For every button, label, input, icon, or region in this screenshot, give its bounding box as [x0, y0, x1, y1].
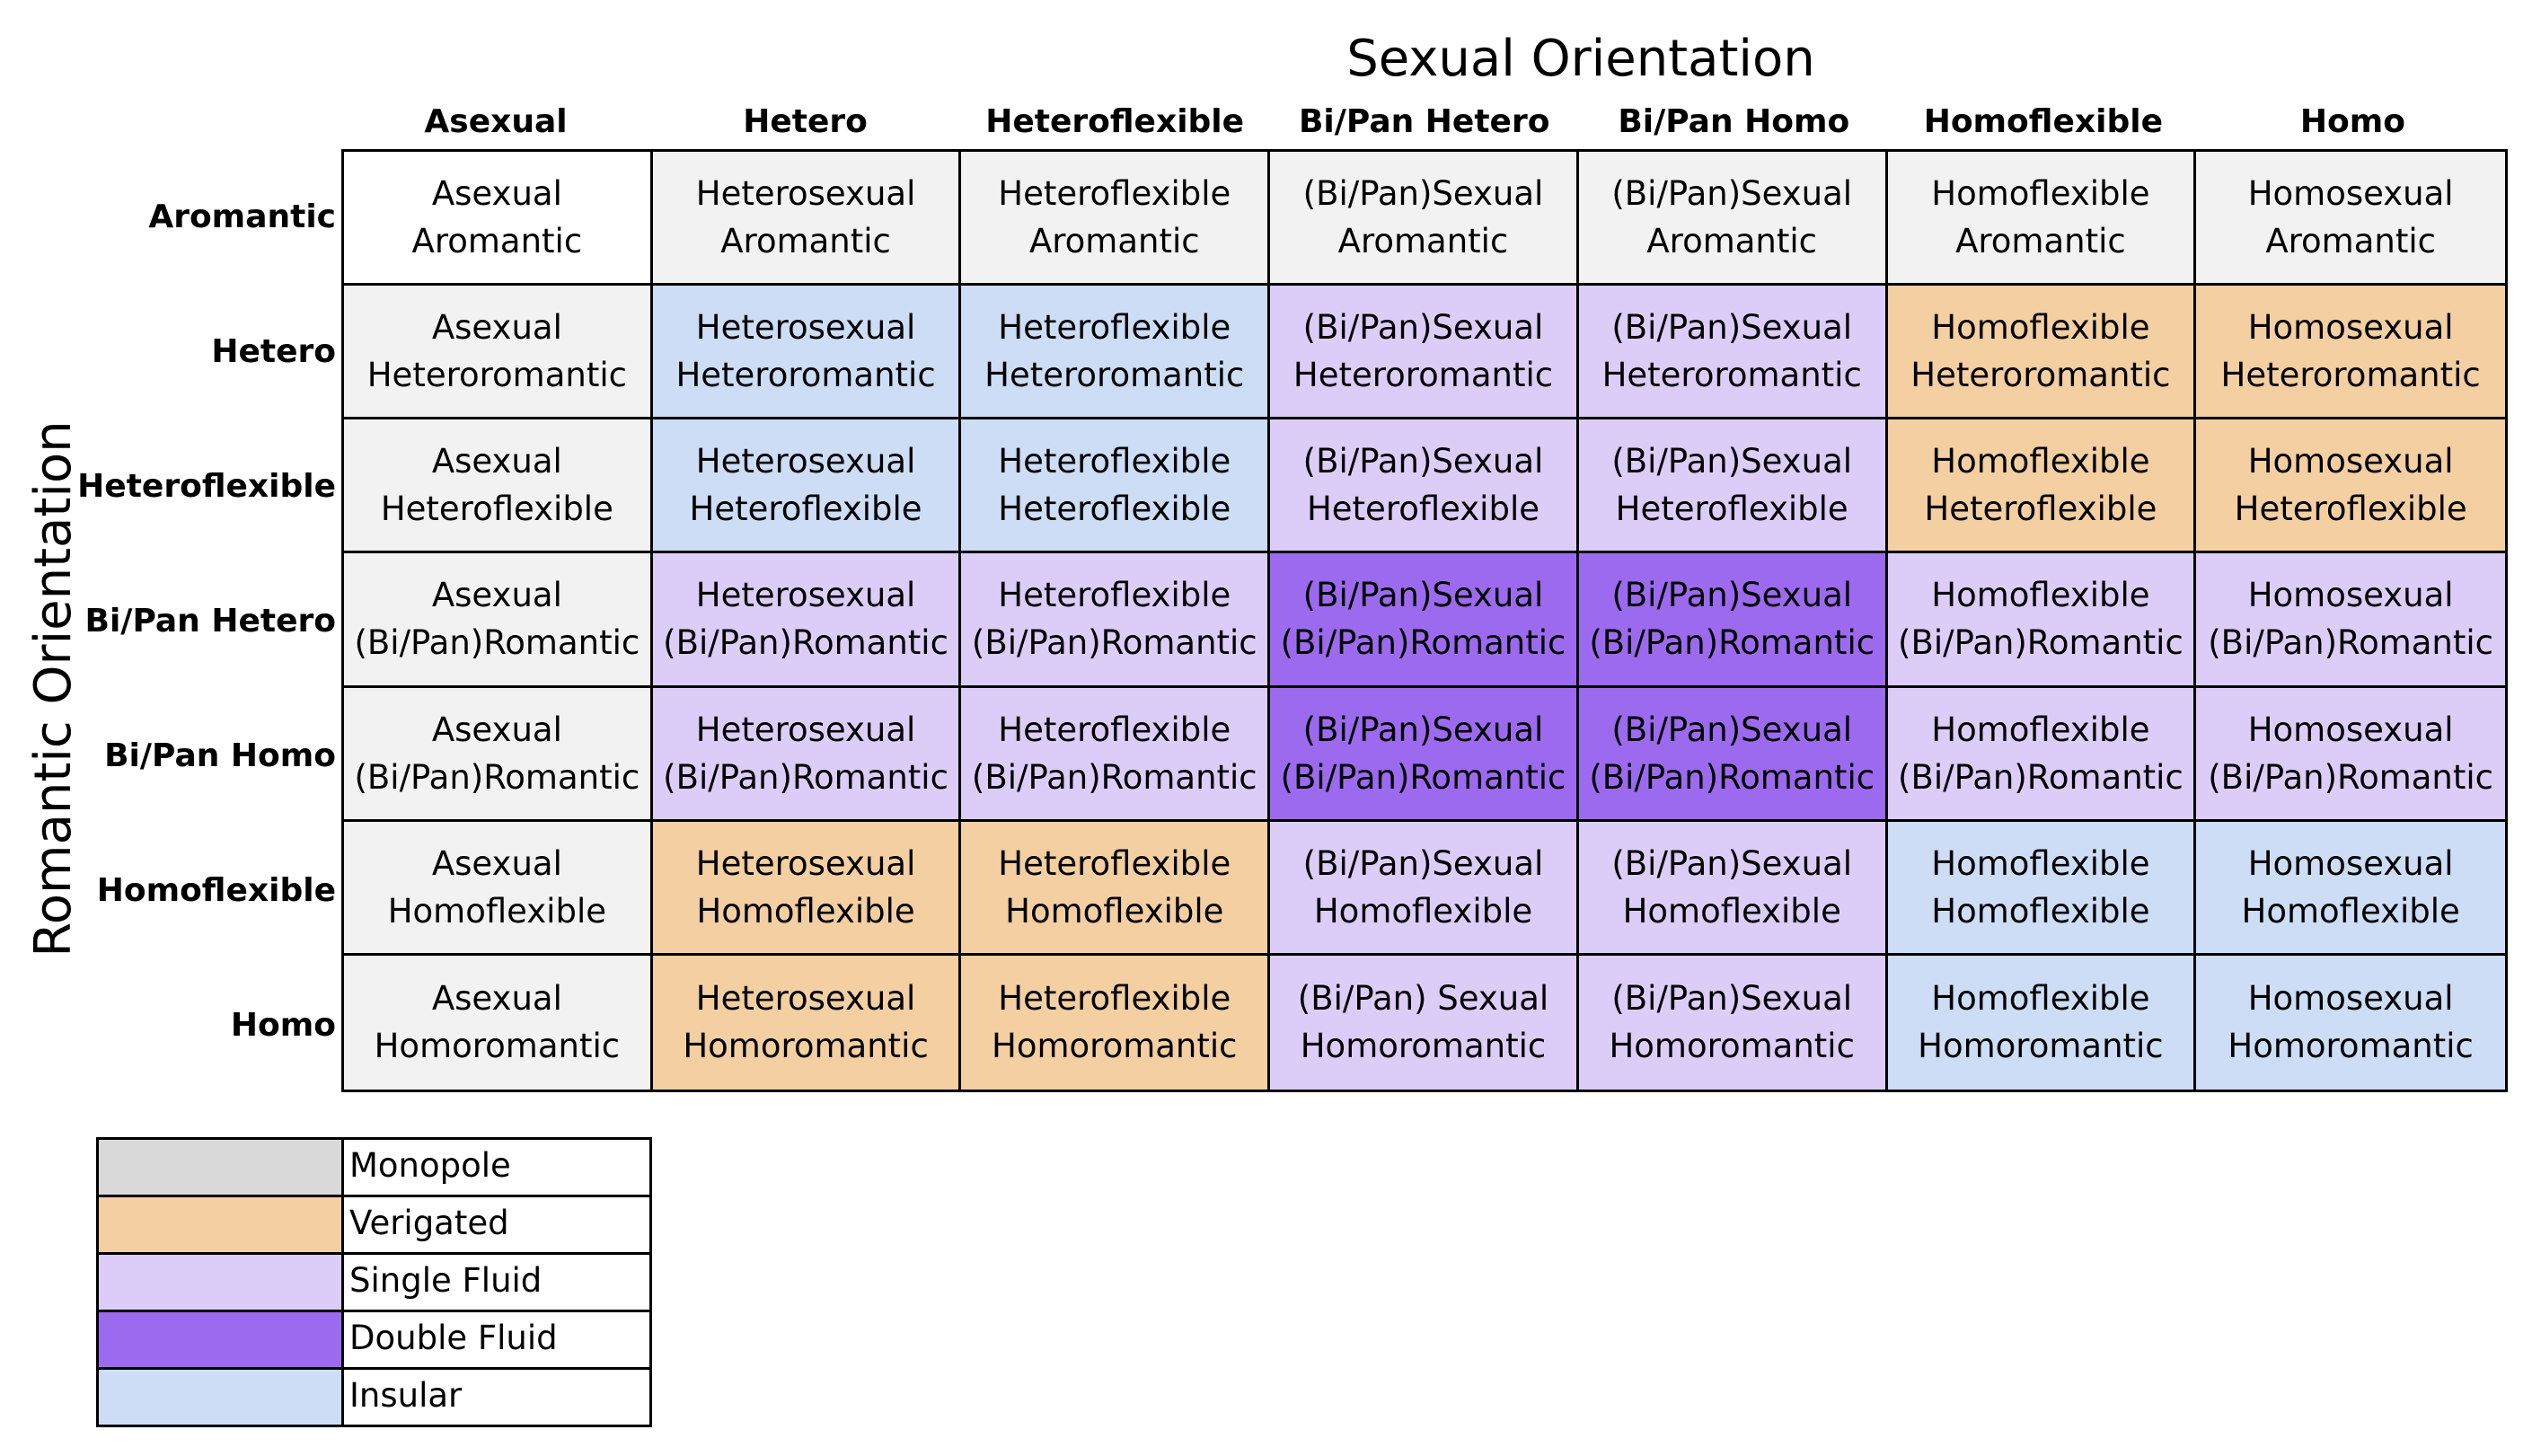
grid-cell — [1270, 553, 1579, 687]
cell-text: (Bi/Pan)Sexual Aromantic — [1302, 174, 1544, 261]
grid-cell — [653, 956, 962, 1090]
cell-text: Homoflexible (Bi/Pan)Romantic — [1898, 576, 2184, 663]
legend-label: Insular — [349, 1376, 463, 1415]
sexual-orientation-title: Sexual Orientation — [1346, 30, 1815, 88]
grid-cell — [344, 956, 653, 1090]
cell-text: Heteroflexible (Bi/Pan)Romantic — [971, 576, 1257, 663]
legend-item — [99, 1197, 649, 1255]
cell-text: (Bi/Pan)Sexual Homoromantic — [1609, 979, 1855, 1066]
cell-text: Homosexual Homoflexible — [2241, 843, 2460, 931]
grid-cell — [344, 822, 653, 956]
row-header: Hetero — [211, 332, 336, 370]
cell-text: (Bi/Pan)Sexual Homoflexible — [1611, 843, 1853, 931]
legend-swatch — [99, 1370, 344, 1425]
grid-cell — [1270, 688, 1579, 822]
cell-text: Asexual Heteroflexible — [380, 442, 613, 529]
cell-text: (Bi/Pan)Sexual Heteroromantic — [1292, 308, 1554, 395]
cell-text: Asexual Heteroromantic — [366, 308, 627, 395]
grid-cell — [1888, 553, 2197, 687]
cell-text: Homoflexible (Bi/Pan)Romantic — [1898, 710, 2184, 797]
column-header: Heteroflexible — [985, 103, 1245, 140]
cell-text: Homoflexible Heteroflexible — [1924, 442, 2157, 529]
column-header: Asexual — [424, 103, 568, 140]
grid-cell — [653, 419, 962, 553]
legend-label: Monopole — [349, 1146, 511, 1185]
grid-cell — [1888, 822, 2197, 956]
legend-item — [99, 1255, 649, 1312]
grid-cell — [2196, 286, 2505, 419]
grid-cell — [344, 419, 653, 553]
row-header: Homoflexible — [96, 871, 336, 909]
legend-item — [99, 1370, 649, 1425]
cell-text: Homosexual (Bi/Pan)Romantic — [2208, 576, 2494, 663]
cell-text: Homoflexible Homoromantic — [1918, 979, 2164, 1066]
grid-cell — [1579, 419, 1888, 553]
column-header: Bi/Pan Homo — [1618, 103, 1850, 140]
grid-cell — [1888, 286, 2197, 419]
grid-cell — [1579, 152, 1888, 286]
grid-cell — [344, 688, 653, 822]
grid-cell — [2196, 419, 2505, 553]
grid-cell — [1888, 688, 2197, 822]
cell-text: Homosexual Heteroromantic — [2220, 308, 2481, 395]
grid-cell — [2196, 553, 2505, 687]
grid-cell — [1270, 822, 1579, 956]
grid-cell — [653, 286, 962, 419]
cell-text: Heteroflexible Homoflexible — [998, 843, 1231, 931]
cell-text: Heteroflexible Aromantic — [998, 174, 1231, 261]
grid-cell — [344, 553, 653, 687]
cell-text: (Bi/Pan)Sexual Heteroflexible — [1611, 442, 1853, 529]
cell-text: Heteroflexible Heteroflexible — [998, 442, 1231, 529]
cell-text: Asexual (Bi/Pan)Romantic — [354, 576, 640, 663]
cell-text: Homosexual Aromantic — [2247, 174, 2454, 261]
cell-text: (Bi/Pan)Sexual (Bi/Pan)Romantic — [1589, 576, 1875, 663]
cell-text: Heterosexual (Bi/Pan)Romantic — [663, 576, 948, 663]
grid-cell — [1579, 822, 1888, 956]
grid-cell — [1888, 419, 2197, 553]
cell-text: Heteroflexible Heteroromantic — [984, 308, 1245, 395]
romantic-orientation-title: Romantic Orientation — [24, 420, 83, 957]
cell-text: Asexual Aromantic — [411, 174, 583, 261]
cell-text: Heterosexual Heteroromantic — [675, 308, 936, 395]
grid-cell — [1270, 152, 1579, 286]
legend-swatch — [99, 1140, 344, 1195]
grid-cell — [1579, 688, 1888, 822]
cell-text: Heteroflexible (Bi/Pan)Romantic — [971, 710, 1257, 797]
grid-cell — [961, 956, 1270, 1090]
cell-text: Homosexual (Bi/Pan)Romantic — [2208, 710, 2494, 797]
grid-cell — [1270, 956, 1579, 1090]
row-header: Bi/Pan Homo — [104, 737, 336, 774]
grid-cell — [2196, 822, 2505, 956]
row-header: Heteroflexible — [77, 467, 336, 505]
grid-cell — [961, 688, 1270, 822]
row-header: Homo — [230, 1006, 336, 1044]
cell-text: (Bi/Pan)Sexual Aromantic — [1611, 174, 1853, 261]
grid-cell — [2196, 688, 2505, 822]
grid-cell — [1579, 553, 1888, 687]
cell-text: Asexual (Bi/Pan)Romantic — [354, 710, 640, 797]
grid-cell — [1579, 286, 1888, 419]
legend-swatch — [99, 1255, 344, 1310]
grid-cell — [1888, 956, 2197, 1090]
column-header: Bi/Pan Hetero — [1298, 103, 1550, 140]
column-header: Homo — [2299, 103, 2405, 140]
cell-text: Heterosexual Heteroflexible — [689, 442, 922, 529]
cell-text: Heterosexual Homoflexible — [695, 843, 916, 931]
grid-cell — [961, 553, 1270, 687]
grid-cell — [1270, 286, 1579, 419]
grid-cell — [653, 822, 962, 956]
cell-text: Heteroflexible Homoromantic — [992, 979, 1238, 1066]
row-header: Bi/Pan Hetero — [84, 602, 336, 640]
grid-cell — [344, 152, 653, 286]
row-header: Aromantic — [148, 198, 336, 235]
grid-cell — [961, 822, 1270, 956]
cell-text: Asexual Homoflexible — [387, 843, 606, 931]
legend-item — [99, 1140, 649, 1197]
cell-text: Asexual Homoromantic — [374, 979, 621, 1066]
grid-cell — [653, 152, 962, 286]
grid-cell — [1888, 152, 2197, 286]
legend-label: Double Fluid — [349, 1319, 558, 1357]
cell-text: Heterosexual Aromantic — [695, 174, 916, 261]
grid-cell — [2196, 956, 2505, 1090]
cell-text: Homoflexible Aromantic — [1931, 174, 2150, 261]
grid-cell — [344, 286, 653, 419]
grid-cell — [1579, 956, 1888, 1090]
cell-text: Heterosexual (Bi/Pan)Romantic — [663, 710, 948, 797]
legend-item — [99, 1312, 649, 1370]
cell-text: (Bi/Pan)Sexual (Bi/Pan)Romantic — [1589, 710, 1875, 797]
column-header: Hetero — [743, 103, 868, 140]
grid-cell — [961, 152, 1270, 286]
legend-label: Verigated — [349, 1204, 509, 1242]
cell-text: (Bi/Pan)Sexual Homoflexible — [1302, 843, 1544, 931]
legend — [96, 1137, 652, 1427]
legend-swatch — [99, 1312, 344, 1367]
orientation-grid — [341, 149, 2508, 1092]
cell-text: (Bi/Pan) Sexual Homoromantic — [1297, 979, 1549, 1066]
grid-cell — [2196, 152, 2505, 286]
grid-cell — [653, 553, 962, 687]
grid-cell — [653, 688, 962, 822]
cell-text: Homoflexible Homoflexible — [1931, 843, 2150, 931]
grid-cell — [1270, 419, 1579, 553]
cell-text: (Bi/Pan)Sexual (Bi/Pan)Romantic — [1280, 576, 1566, 663]
cell-text: (Bi/Pan)Sexual (Bi/Pan)Romantic — [1280, 710, 1566, 797]
legend-label: Single Fluid — [349, 1261, 543, 1300]
legend-swatch — [99, 1197, 344, 1252]
cell-text: Heterosexual Homoromantic — [683, 979, 929, 1066]
cell-text: (Bi/Pan)Sexual Heteroromantic — [1601, 308, 1862, 395]
cell-text: (Bi/Pan)Sexual Heteroflexible — [1302, 442, 1544, 529]
grid-cell — [961, 419, 1270, 553]
cell-text: Homoflexible Heteroromantic — [1910, 308, 2171, 395]
grid-cell — [961, 286, 1270, 419]
cell-text: Homosexual Homoromantic — [2228, 979, 2474, 1066]
column-header: Homoflexible — [1923, 103, 2163, 140]
cell-text: Homosexual Heteroflexible — [2234, 442, 2467, 529]
